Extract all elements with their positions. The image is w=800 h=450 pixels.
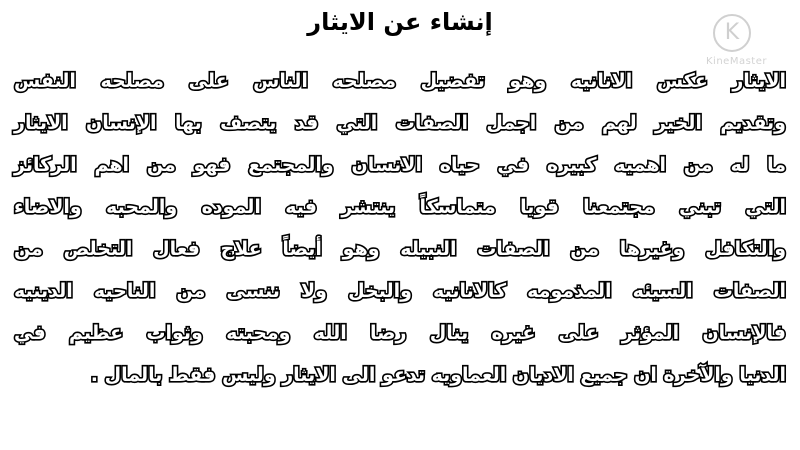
- essay-line: الدنيا والآخرة ان جميع الاديان العماويه تدعو الى الايثار وليس فقط بالمال .: [90, 364, 786, 386]
- essay-line: وتقديم الخير لهم من اجمل الصفات التي قد يتصف بها الإنسان الايثار: [14, 112, 786, 134]
- essay-line: فالإنسان المؤثر على غيره ينال رضا الله ومحبته وثواب عظيم في: [14, 322, 786, 344]
- essay-body: [14, 60, 786, 396]
- watermark-brand-text: KineMaster: [706, 56, 767, 67]
- essay-line: الايثار عكس الانانيه وهو تفضيل مصلحه الناس على مصلحه النفس: [14, 70, 786, 92]
- essay-line: ما له من اهميه كبيره في حياه الانسان والمجتمع فهو من اهم الركائز: [14, 154, 786, 176]
- kinemaster-logo-icon: K: [713, 14, 751, 52]
- document-title: إنشاء عن الايثار: [307, 8, 493, 36]
- essay-line: والتكافل وغيرها من الصفات النبيله وهو أيضاً علاج فعال التخلص من: [14, 238, 786, 260]
- essay-line: التي تبني مجتمعنا قويا متماسكاً ينتشر فيه الموده والمحبه والاضاء: [14, 196, 786, 218]
- essay-line: الصفات السيئه المذمومه كالانانيه والبخل ولا ننسى من الناحيه الدينيه: [14, 280, 786, 302]
